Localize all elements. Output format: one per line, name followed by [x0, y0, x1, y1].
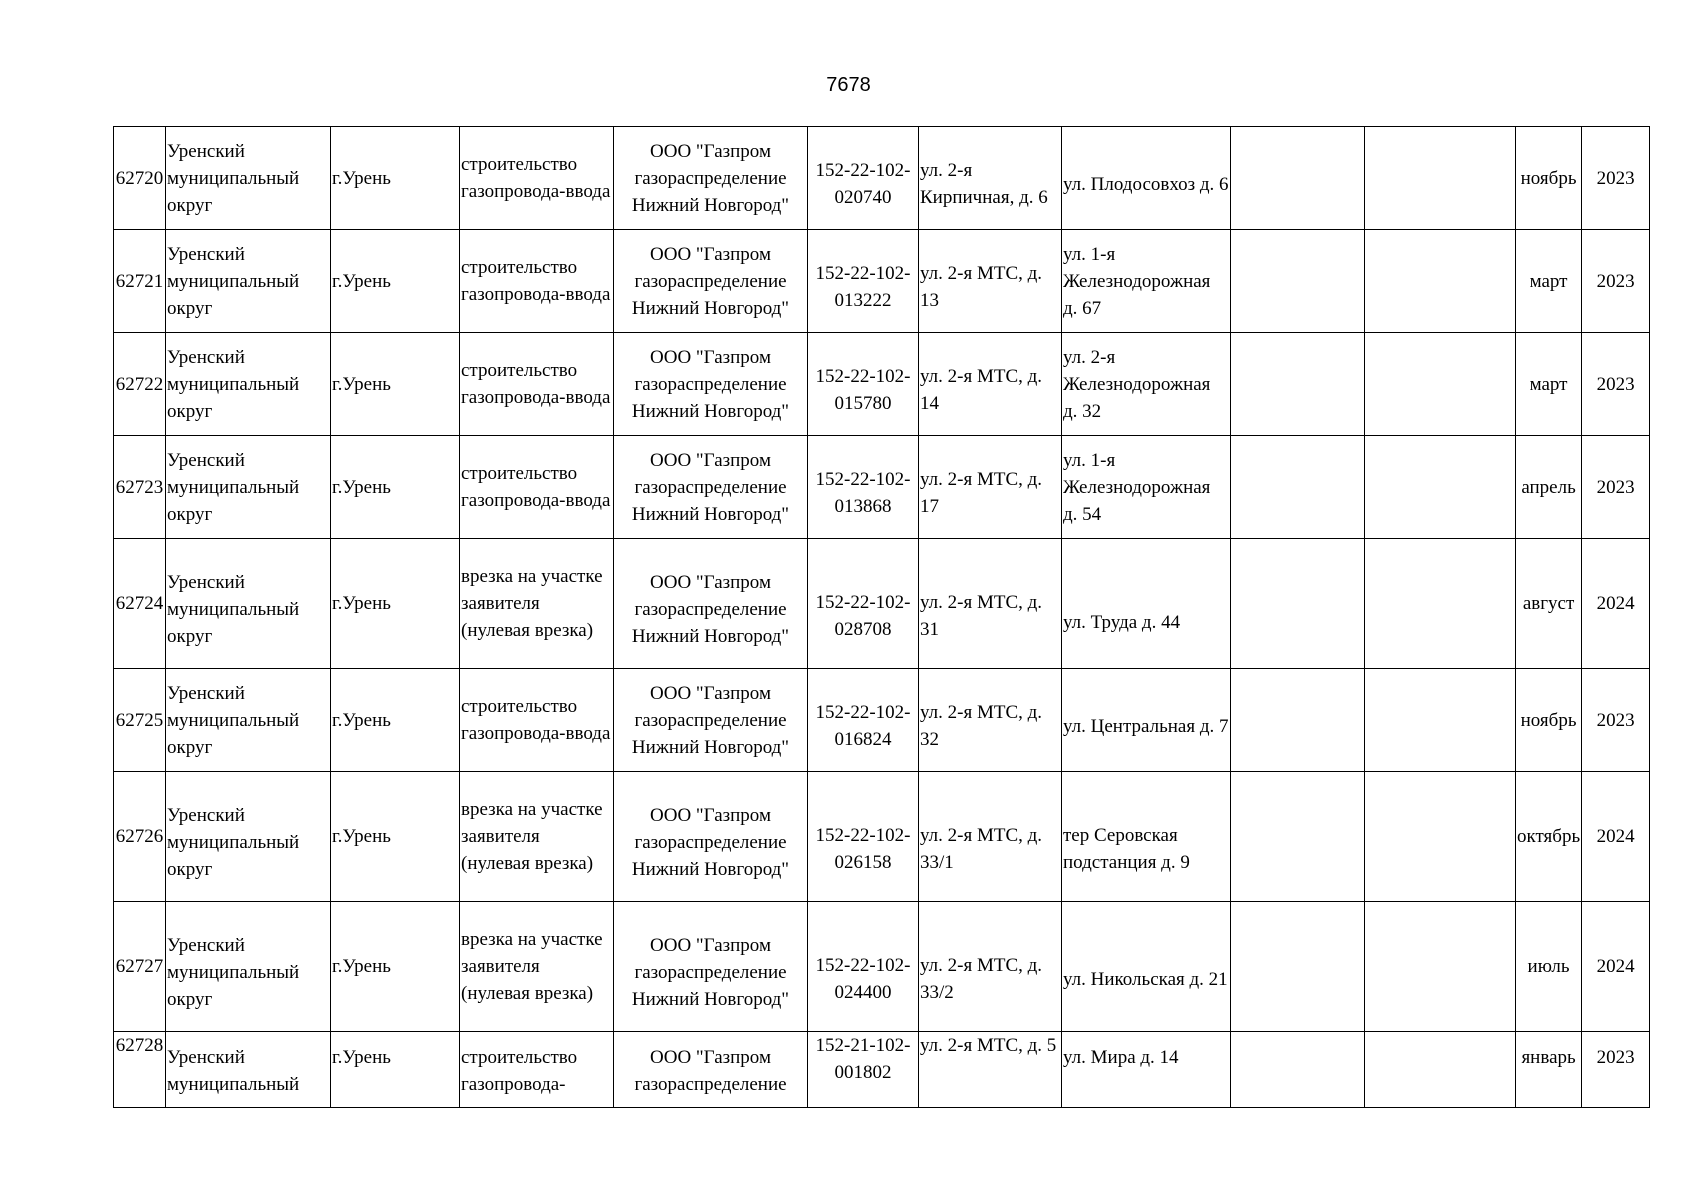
city-cell: г.Урень — [331, 127, 460, 230]
empty-cell — [1365, 230, 1516, 333]
street-cell: ул. 2-я МТС, д. 32 — [919, 669, 1062, 772]
empty-cell — [1365, 539, 1516, 669]
address-cell: ул. Никольская д. 21 — [1062, 902, 1231, 1032]
organization-cell: ООО "Газпром газораспределение Нижний Новгород" — [614, 772, 808, 902]
year-cell: 2023 — [1582, 230, 1650, 333]
work-type-cell: строительство газопровода-ввода — [460, 333, 614, 436]
empty-cell — [1231, 669, 1365, 772]
street-cell: ул. 2-я Кирпичная, д. 6 — [919, 127, 1062, 230]
okrug-cell: Уренский муниципальный округ — [166, 772, 331, 902]
street-cell: ул. 2-я МТС, д. 33/1 — [919, 772, 1062, 902]
address-cell: ул. Труда д. 44 — [1062, 539, 1231, 669]
empty-cell — [1365, 772, 1516, 902]
application-id-cell: 152-22-102-024400 — [808, 902, 919, 1032]
empty-cell — [1365, 669, 1516, 772]
street-cell: ул. 2-я МТС, д. 31 — [919, 539, 1062, 669]
year-cell: 2024 — [1582, 902, 1650, 1032]
month-cell: январь — [1516, 1032, 1582, 1108]
work-type-cell: строительство газопровода-ввода — [460, 669, 614, 772]
year-cell: 2023 — [1582, 127, 1650, 230]
month-cell: март — [1516, 230, 1582, 333]
registry-body — [114, 127, 1650, 1108]
empty-cell — [1231, 230, 1365, 333]
empty-cell — [1365, 333, 1516, 436]
empty-cell — [1365, 436, 1516, 539]
address-cell: тер Серовская подстанция д. 9 — [1062, 772, 1231, 902]
city-cell: г.Урень — [331, 669, 460, 772]
okrug-cell: Уренский муниципальный округ — [166, 539, 331, 669]
work-type-cell: строительство газопровода-ввода — [460, 230, 614, 333]
street-cell: ул. 2-я МТС, д. 14 — [919, 333, 1062, 436]
city-cell: г.Урень — [331, 436, 460, 539]
organization-cell: ООО "Газпром газораспределение Нижний Новгород" — [614, 669, 808, 772]
street-cell: ул. 2-я МТС, д. 13 — [919, 230, 1062, 333]
table-row — [114, 1032, 1650, 1108]
organization-cell: ООО "Газпром газораспределение Нижний Новгород" — [614, 436, 808, 539]
year-cell: 2023 — [1582, 669, 1650, 772]
table-row — [114, 902, 1650, 1032]
work-type-cell: врезка на участке заявителя (нулевая врезка) — [460, 902, 614, 1032]
application-id-cell: 152-22-102-016824 — [808, 669, 919, 772]
empty-cell — [1231, 902, 1365, 1032]
address-cell: ул. Мира д. 14 — [1062, 1032, 1231, 1108]
empty-cell — [1231, 1032, 1365, 1108]
row-number-cell: 62726 — [114, 772, 166, 902]
empty-cell — [1231, 772, 1365, 902]
street-cell: ул. 2-я МТС, д. 5 — [919, 1032, 1062, 1108]
street-cell: ул. 2-я МТС, д. 33/2 — [919, 902, 1062, 1032]
year-cell: 2023 — [1582, 436, 1650, 539]
application-id-cell: 152-22-102-013868 — [808, 436, 919, 539]
empty-cell — [1231, 333, 1365, 436]
work-type-cell: строительство газопровода-ввода — [460, 436, 614, 539]
month-cell: октябрь — [1516, 772, 1582, 902]
row-number-cell: 62720 — [114, 127, 166, 230]
city-cell: г.Урень — [331, 230, 460, 333]
page-number: 7678 — [826, 74, 871, 96]
organization-cell: ООО "Газпром газораспределение Нижний Новгород" — [614, 333, 808, 436]
row-number-cell: 62724 — [114, 539, 166, 669]
application-id-cell: 152-22-102-015780 — [808, 333, 919, 436]
table-row — [114, 333, 1650, 436]
organization-cell: ООО "Газпром газораспределение Нижний Новгород" — [614, 902, 808, 1032]
empty-cell — [1231, 127, 1365, 230]
row-number-cell: 62722 — [114, 333, 166, 436]
year-cell: 2024 — [1582, 539, 1650, 669]
year-cell: 2023 — [1582, 333, 1650, 436]
okrug-cell: Уренский муниципальный округ — [166, 333, 331, 436]
work-type-cell: врезка на участке заявителя (нулевая врезка) — [460, 539, 614, 669]
year-cell: 2023 — [1582, 1032, 1650, 1108]
year-cell: 2024 — [1582, 772, 1650, 902]
address-cell: ул. Центральная д. 7 — [1062, 669, 1231, 772]
application-id-cell: 152-22-102-028708 — [808, 539, 919, 669]
row-number-cell: 62723 — [114, 436, 166, 539]
okrug-cell: Уренский муниципальный — [166, 1032, 331, 1108]
city-cell: г.Урень — [331, 772, 460, 902]
okrug-cell: Уренский муниципальный округ — [166, 902, 331, 1032]
month-cell: август — [1516, 539, 1582, 669]
organization-cell: ООО "Газпром газораспределение Нижний Новгород" — [614, 230, 808, 333]
table-row — [114, 230, 1650, 333]
registry-table — [113, 126, 1650, 1108]
empty-cell — [1231, 436, 1365, 539]
month-cell: июль — [1516, 902, 1582, 1032]
table-row — [114, 127, 1650, 230]
month-cell: ноябрь — [1516, 127, 1582, 230]
city-cell: г.Урень — [331, 333, 460, 436]
application-id-cell: 152-21-102-001802 — [808, 1032, 919, 1108]
organization-cell: ООО "Газпром газораспределение — [614, 1032, 808, 1108]
okrug-cell: Уренский муниципальный округ — [166, 436, 331, 539]
address-cell: ул. 1-я Железнодорожная д. 54 — [1062, 436, 1231, 539]
work-type-cell: строительство газопровода- — [460, 1032, 614, 1108]
address-cell: ул. 1-я Железнодорожная д. 67 — [1062, 230, 1231, 333]
empty-cell — [1231, 539, 1365, 669]
okrug-cell: Уренский муниципальный округ — [166, 230, 331, 333]
row-number-cell: 62721 — [114, 230, 166, 333]
okrug-cell: Уренский муниципальный округ — [166, 669, 331, 772]
okrug-cell: Уренский муниципальный округ — [166, 127, 331, 230]
table-row — [114, 539, 1650, 669]
application-id-cell: 152-22-102-020740 — [808, 127, 919, 230]
address-cell: ул. 2-я Железнодорожная д. 32 — [1062, 333, 1231, 436]
empty-cell — [1365, 127, 1516, 230]
application-id-cell: 152-22-102-026158 — [808, 772, 919, 902]
address-cell: ул. Плодосовхоз д. 6 — [1062, 127, 1231, 230]
work-type-cell: врезка на участке заявителя (нулевая врезка) — [460, 772, 614, 902]
organization-cell: ООО "Газпром газораспределение Нижний Новгород" — [614, 127, 808, 230]
city-cell: г.Урень — [331, 1032, 460, 1108]
street-cell: ул. 2-я МТС, д. 17 — [919, 436, 1062, 539]
row-number-cell: 62727 — [114, 902, 166, 1032]
month-cell: апрель — [1516, 436, 1582, 539]
empty-cell — [1365, 902, 1516, 1032]
table-row — [114, 436, 1650, 539]
organization-cell: ООО "Газпром газораспределение Нижний Новгород" — [614, 539, 808, 669]
row-number-cell: 62725 — [114, 669, 166, 772]
city-cell: г.Урень — [331, 539, 460, 669]
city-cell: г.Урень — [331, 902, 460, 1032]
month-cell: ноябрь — [1516, 669, 1582, 772]
month-cell: март — [1516, 333, 1582, 436]
application-id-cell: 152-22-102-013222 — [808, 230, 919, 333]
table-row — [114, 772, 1650, 902]
row-number-cell: 62728 — [114, 1032, 166, 1108]
table-row — [114, 669, 1650, 772]
empty-cell — [1365, 1032, 1516, 1108]
work-type-cell: строительство газопровода-ввода — [460, 127, 614, 230]
